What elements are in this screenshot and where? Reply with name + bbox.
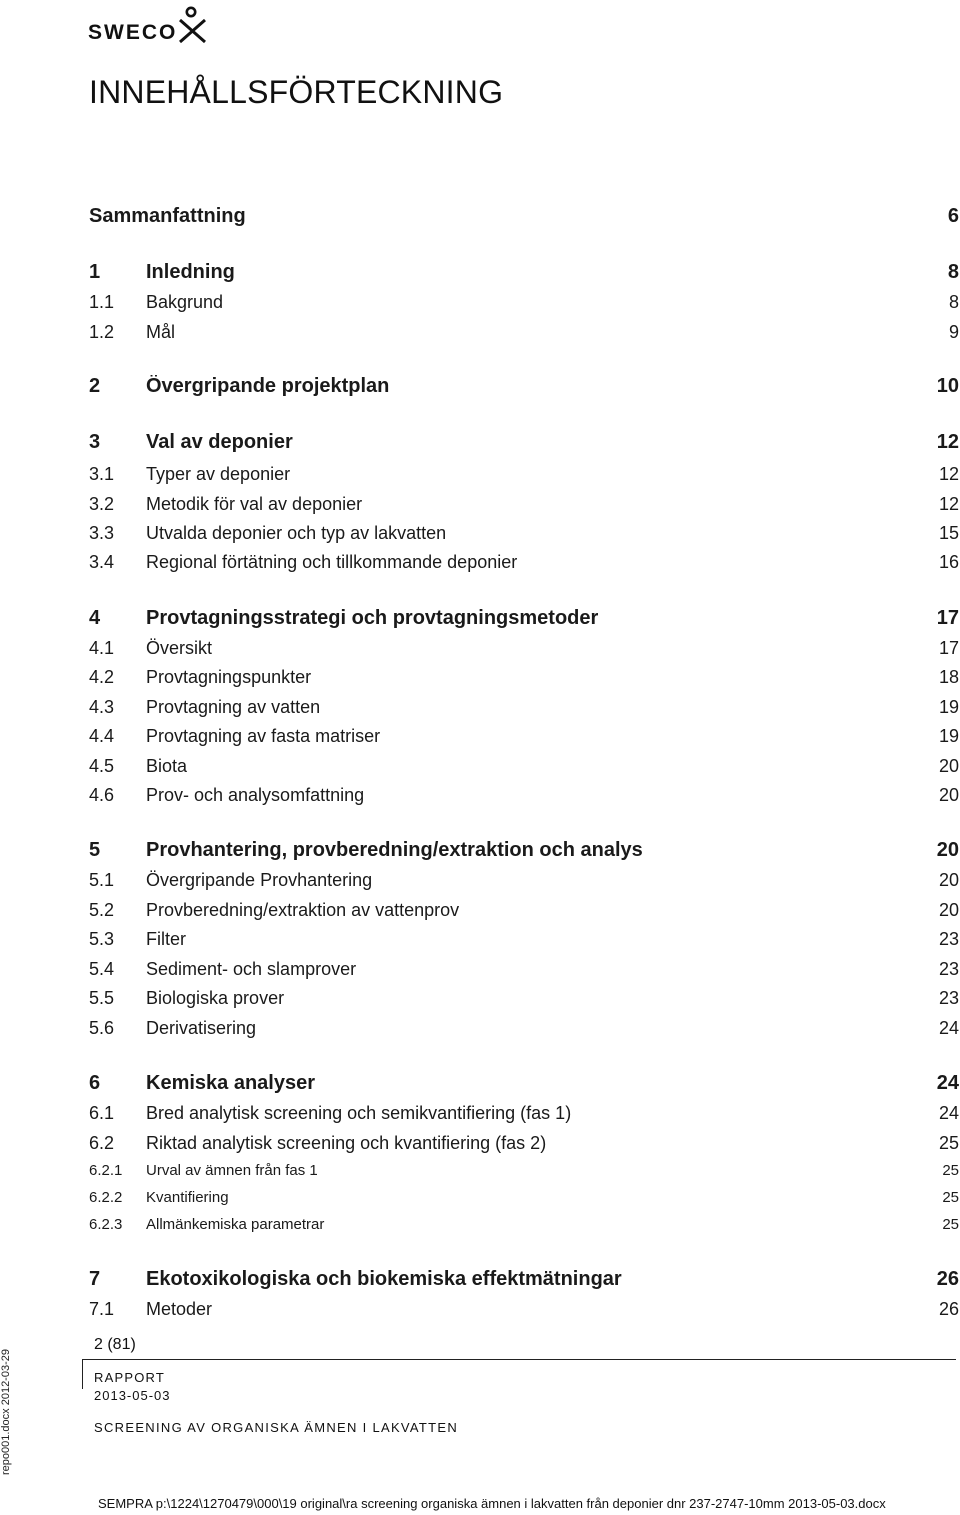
- toc-entry-page: 24: [938, 1017, 959, 1038]
- toc-entry-page: 16: [938, 551, 959, 572]
- toc-entry-title: Biota: [146, 755, 188, 776]
- toc-entry-page: 20: [938, 899, 959, 920]
- toc-entry-number: 5: [89, 838, 101, 861]
- toc-entry-page: 15: [938, 522, 959, 543]
- toc-entry-title: Inledning: [146, 260, 235, 283]
- toc-entry[interactable]: [89, 837, 959, 863]
- toc-entry-title: Provtagning av vatten: [146, 696, 321, 717]
- toc-entry[interactable]: [89, 1070, 959, 1096]
- toc-entry-number: 5.5: [89, 987, 115, 1008]
- toc-entry-number: 1.2: [89, 321, 115, 342]
- toc-entry-number: 3.1: [89, 463, 115, 484]
- toc-entry-page: 25: [938, 1132, 959, 1153]
- toc-entry-page: 25: [942, 1188, 959, 1206]
- toc-entry-title: Prov- och analysomfattning: [146, 784, 365, 805]
- toc-entry-title: Provtagningsstrategi och provtagningsmetoder: [146, 606, 599, 629]
- toc-entry-title: Provberedning/extraktion av vattenprov: [146, 899, 460, 920]
- toc-entry[interactable]: [89, 605, 959, 631]
- toc-entry-page: 10: [936, 374, 959, 397]
- toc-entry-number: 5.1: [89, 869, 115, 890]
- footer-divider: [82, 1359, 956, 1360]
- toc-entry-page: 25: [942, 1161, 959, 1179]
- toc-entry-number: 4.6: [89, 784, 115, 805]
- toc-entry-page: 20: [938, 755, 959, 776]
- toc-entry-title: Bakgrund: [146, 291, 224, 312]
- toc-entry[interactable]: [89, 1211, 959, 1237]
- toc-entry-page: 26: [936, 1267, 959, 1290]
- toc-entry-page: 23: [938, 928, 959, 949]
- toc-entry-title: Val av deponier: [146, 430, 293, 453]
- toc-entry-number: 7.1: [89, 1298, 115, 1319]
- toc-entry-title: Kemiska analyser: [146, 1071, 316, 1094]
- toc-entry-page: 6: [947, 204, 959, 227]
- toc-entry-page: 12: [938, 463, 959, 484]
- toc-entry-number: 6.2.1: [89, 1161, 123, 1179]
- toc-entry[interactable]: [89, 549, 959, 575]
- toc-entry-page: 12: [938, 493, 959, 514]
- toc-entry[interactable]: [89, 1266, 959, 1292]
- toc-entry-title: Metodik för val av deponier: [146, 493, 363, 514]
- toc-entry-title: Provtagningspunkter: [146, 666, 312, 687]
- toc-entry-number: 3.3: [89, 522, 115, 543]
- toc-entry-page: 12: [936, 430, 959, 453]
- toc-entry-page: 19: [938, 725, 959, 746]
- page-title: INNEHÅLLSFÖRTECKNING: [89, 74, 504, 110]
- toc-entry-page: 17: [936, 606, 959, 629]
- toc-entry[interactable]: [89, 429, 959, 455]
- toc-entry-title: Riktad analytisk screening och kvantifiering (fas 2): [146, 1132, 547, 1153]
- toc-entry-page: 20: [938, 784, 959, 805]
- document-subject: SCREENING AV ORGANISKA ÄMNEN I LAKVATTEN: [94, 1420, 459, 1435]
- toc-entry-title: Mål: [146, 321, 176, 342]
- toc-entry-number: 5.2: [89, 899, 115, 920]
- toc-entry-page: 25: [942, 1215, 959, 1233]
- toc-entry-title: Ekotoxikologiska och biokemiska effektmätningar: [146, 1267, 622, 1290]
- toc-entry-number: 6.2.3: [89, 1215, 123, 1233]
- toc-entry[interactable]: [89, 664, 959, 690]
- toc-entry-page: 9: [948, 321, 959, 342]
- toc-entry[interactable]: [89, 319, 959, 345]
- toc-entry[interactable]: [89, 956, 959, 982]
- toc-entry-page: 24: [936, 1071, 959, 1094]
- toc-entry-title: Övergripande projektplan: [146, 374, 390, 397]
- toc-entry-number: 3.4: [89, 551, 115, 572]
- toc-entry[interactable]: [89, 259, 959, 285]
- toc-entry[interactable]: [89, 867, 959, 893]
- toc-entry-page: 23: [938, 958, 959, 979]
- toc-entry[interactable]: [89, 1184, 959, 1210]
- toc-entry-page: 23: [938, 987, 959, 1008]
- table-of-contents: [89, 0, 959, 1330]
- toc-entry-number: 4.1: [89, 637, 115, 658]
- toc-entry-number: 4.5: [89, 755, 115, 776]
- toc-entry-number: 1.1: [89, 291, 115, 312]
- toc-entry-title: Bred analytisk screening och semikvantifiering (fas 1): [146, 1102, 572, 1123]
- toc-entry-number: 6.2.2: [89, 1188, 123, 1206]
- toc-entry-title: Filter: [146, 928, 186, 949]
- toc-entry[interactable]: [89, 782, 959, 808]
- toc-entry-number: 3.2: [89, 493, 115, 514]
- toc-entry[interactable]: [89, 985, 959, 1011]
- toc-entry-title: Urval av ämnen från fas 1: [146, 1161, 318, 1179]
- toc-entry-page: 20: [938, 869, 959, 890]
- toc-entry[interactable]: [89, 635, 959, 661]
- toc-entry-title: Typer av deponier: [146, 463, 291, 484]
- toc-entry-page: 20: [936, 838, 959, 861]
- page-number: 2 (81): [94, 1336, 136, 1353]
- toc-entry-page: 19: [938, 696, 959, 717]
- toc-entry[interactable]: [89, 373, 959, 399]
- toc-entry[interactable]: [89, 897, 959, 923]
- toc-entry[interactable]: [89, 926, 959, 952]
- toc-entry[interactable]: [89, 203, 959, 229]
- toc-entry-title: Metoder: [146, 1298, 213, 1319]
- toc-entry-number: 5.6: [89, 1017, 115, 1038]
- toc-entry[interactable]: [89, 1015, 959, 1041]
- toc-entry-title: Provtagning av fasta matriser: [146, 725, 381, 746]
- file-path: SEMPRA p:\1224\1270479\000\19 original\ra screening organiska ämnen i lakvatten från deponier dnr 237-2747-10mm 2013-05-03.docx: [98, 1496, 886, 1511]
- toc-entry[interactable]: [89, 1157, 959, 1183]
- toc-entry-page: 18: [938, 666, 959, 687]
- toc-entry-page: 26: [938, 1298, 959, 1319]
- toc-entry[interactable]: [89, 520, 959, 546]
- toc-entry-page: 17: [938, 637, 959, 658]
- toc-entry-number: 6.2: [89, 1132, 115, 1153]
- toc-entry[interactable]: [89, 491, 959, 517]
- toc-entry-title: Derivatisering: [146, 1017, 257, 1038]
- toc-entry-title: Biologiska prover: [146, 987, 285, 1008]
- toc-entry-page: 24: [938, 1102, 959, 1123]
- toc-entry-page: 8: [947, 260, 959, 283]
- toc-entry-title: Övergripande Provhantering: [146, 869, 373, 890]
- toc-entry-title: Provhantering, provberedning/extraktion och analys: [146, 838, 643, 861]
- toc-entry-title: Utvalda deponier och typ av lakvatten: [146, 522, 447, 543]
- toc-entry[interactable]: [89, 289, 959, 315]
- toc-entry-number: 5.3: [89, 928, 115, 949]
- toc-entry-number: 4.4: [89, 725, 115, 746]
- logo-text: SWECO: [88, 21, 178, 44]
- toc-entry-number: Sammanfattning: [89, 204, 246, 227]
- document-date: 2013-05-03: [94, 1388, 171, 1403]
- document-type: RAPPORT: [94, 1370, 166, 1385]
- toc-entry-number: 6: [89, 1071, 101, 1094]
- toc-entry[interactable]: [89, 1130, 959, 1156]
- toc-entry-number: 4.2: [89, 666, 115, 687]
- template-id: repo001.docx 2012-03-29: [0, 1349, 12, 1475]
- toc-entry-title: Översikt: [146, 637, 213, 658]
- toc-entry-title: Kvantifiering: [146, 1188, 229, 1206]
- toc-entry-number: 1: [89, 260, 101, 283]
- toc-entry-title: Sediment- och slamprover: [146, 958, 357, 979]
- toc-entry-number: 3: [89, 430, 101, 453]
- toc-entry-number: 6.1: [89, 1102, 115, 1123]
- toc-entry-number: 2: [89, 374, 101, 397]
- toc-entry[interactable]: [89, 1100, 959, 1126]
- toc-entry[interactable]: [89, 461, 959, 487]
- toc-entry-number: 5.4: [89, 958, 115, 979]
- footer-divider-vertical: [82, 1359, 83, 1389]
- toc-entry-number: 4.3: [89, 696, 115, 717]
- toc-entry[interactable]: [89, 753, 959, 779]
- toc-entry-title: Regional förtätning och tillkommande deponier: [146, 551, 518, 572]
- toc-entry[interactable]: [89, 723, 959, 749]
- toc-entry-number: 7: [89, 1267, 101, 1290]
- toc-entry[interactable]: [89, 1296, 959, 1322]
- toc-entry-page: 8: [948, 291, 959, 312]
- toc-entry-number: 4: [89, 606, 101, 629]
- toc-entry[interactable]: [89, 694, 959, 720]
- toc-entry-title: Allmänkemiska parametrar: [146, 1215, 325, 1233]
